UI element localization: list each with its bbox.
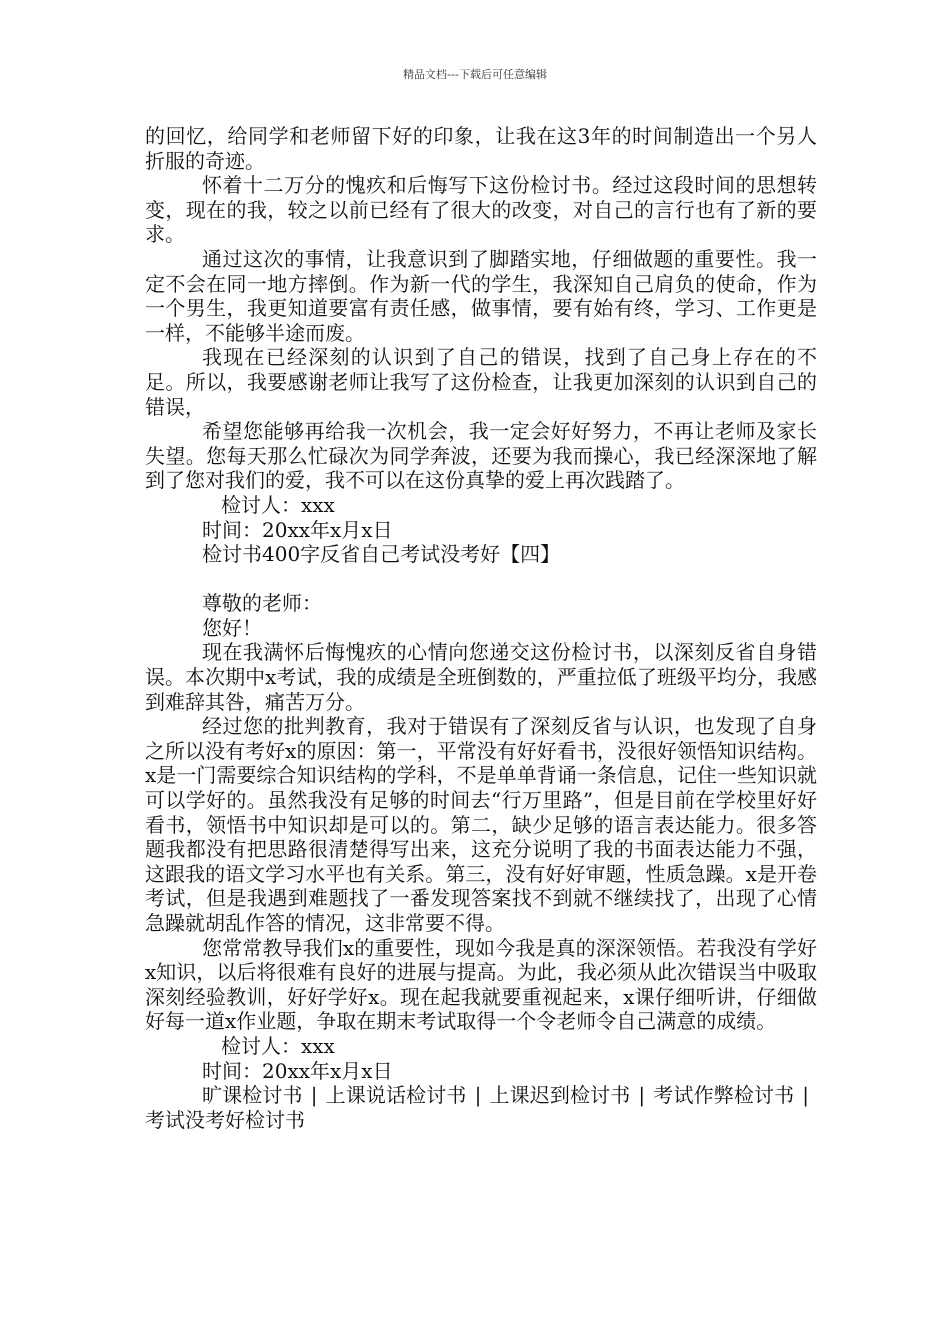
link-exam-failure[interactable]: 考试没考好检讨书 bbox=[145, 1107, 305, 1132]
blank-line bbox=[145, 567, 817, 592]
date-line: 时间：20xx年x月x日 bbox=[202, 517, 393, 542]
paragraph: 您常常教导我们x的重要性，现如今我是真的深深领悟。若我没有学好x知识，以后将很难有良好的进展与提高。为此，我必须从此次错误当中吸取深刻经验教训，好好学好x。现在起我就要重视起来，x课仔细听讲，仔细做好每一道x作业题，争取在期末考试取得一个令老师令自己满意的成绩。 bbox=[145, 935, 817, 1034]
link-talking-in-class[interactable]: 上课说话检讨书 bbox=[325, 1083, 467, 1108]
paragraph: 现在我满怀后悔愧疚的心情向您递交这份检讨书，以深刻反省自身错误。本次期中x考试，我的成绩是全班倒数的，严重拉低了班级平均分，我感到难辞其咎，痛苦万分。 bbox=[145, 640, 817, 714]
section-title: 检讨书400字反省自己考试没考好【四】 bbox=[202, 542, 561, 567]
separator: | bbox=[310, 1083, 318, 1108]
link-exam-cheating[interactable]: 考试作弊检讨书 bbox=[653, 1083, 795, 1108]
salutation: 尊敬的老师： bbox=[202, 591, 322, 616]
signature: 检讨人：xxx bbox=[221, 1033, 335, 1058]
related-links bbox=[145, 1083, 817, 1132]
paragraph: 通过这次的事情，让我意识到了脚踏实地，仔细做题的重要性。我一定不会在同一地方摔倒。作为新一代的学生，我深知自己肩负的使命，作为一个男生，我更知道要富有责任感，做事情，要有始有终，学习、工作更是一样，不能够半途而废。 bbox=[145, 246, 817, 345]
separator: | bbox=[638, 1083, 646, 1108]
signature: 检讨人：xxx bbox=[221, 492, 335, 517]
document-body bbox=[145, 124, 817, 1132]
paragraph: 怀着十二万分的愧疚和后悔写下这份检讨书。经过这段时间的思想转变，现在的我，较之以前已经有了很大的改变，对自己的言行也有了新的要求。 bbox=[145, 173, 817, 247]
paragraph: 希望您能够再给我一次机会，我一定会好好努力，不再让老师及家长失望。您每天那么忙碌次为同学奔波，还要为我而操心，我已经深深地了解到了您对我们的爱，我不可以在这份真挚的爱上再次践踏了。 bbox=[145, 419, 817, 493]
link-late-to-class[interactable]: 上课迟到检讨书 bbox=[489, 1083, 631, 1108]
paragraph: 的回忆，给同学和老师留下好的印象，让我在这3年的时间制造出一个另人折服的奇迹。 bbox=[145, 124, 817, 173]
paragraph: 我现在已经深刻的认识到了自己的错误，找到了自己身上存在的不足。所以，我要感谢老师让我写了这份检查，让我更加深刻的认识到自己的错误， bbox=[145, 345, 817, 419]
separator: | bbox=[802, 1083, 810, 1108]
paragraph: 经过您的批判教育，我对于错误有了深刻反省与认识，也发现了自身之所以没有考好x的原因：第一，平常没有好好看书，没很好领悟知识结构。x是一门需要综合知识结构的学科，不是单单背诵一条信息，记住一些知识就可以学好的。虽然我没有足够的时间去“行万里路”，但是目前在学校里好好看书，领悟书中知识却是可以的。第二，缺少足够的语言表达能力。很多答题我都没有把思路很清楚得写出来，这充分说明了我的书面表达能力不强，这跟我的语文学习水平也有关系。第三，没有好好审题，性质急躁。x是开卷考试，但是我遇到难题找了一番发现答案找不到就不继续找了，出现了心情急躁就胡乱作答的情况，这非常要不得。 bbox=[145, 714, 817, 935]
link-truancy[interactable]: 旷课检讨书 bbox=[202, 1083, 303, 1108]
date-line: 时间：20xx年x月x日 bbox=[202, 1058, 393, 1083]
page-header: 精品文档---下载后可任意编辑 bbox=[403, 68, 547, 81]
separator: | bbox=[474, 1083, 482, 1108]
greeting: 您好！ bbox=[202, 615, 262, 640]
